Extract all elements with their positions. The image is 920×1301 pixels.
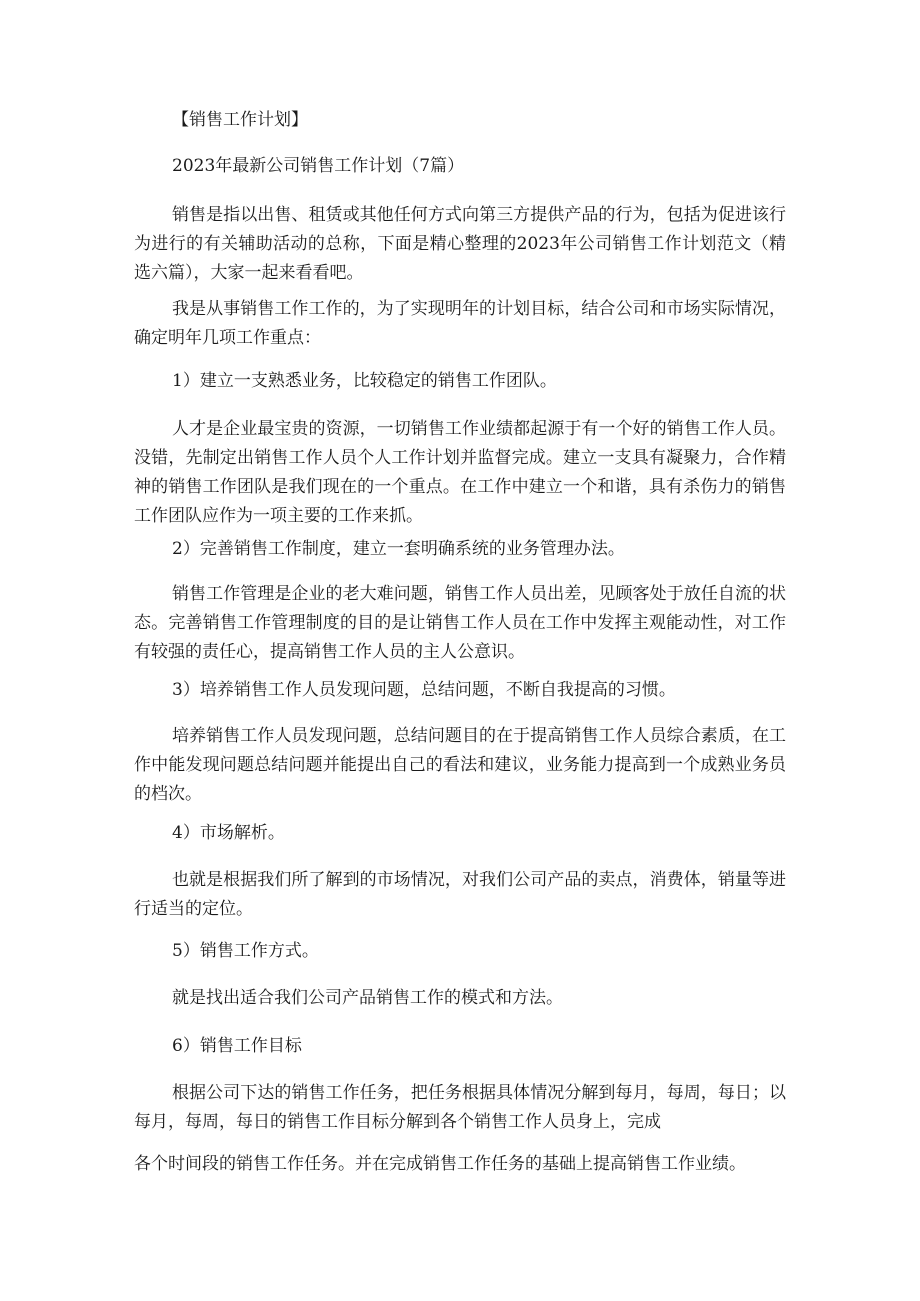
intro-paragraph: 销售是指以出售、租赁或其他任何方式向第三方提供产品的行为，包括为促进该行为进行的有关辅助活动的总称，下面是精心整理的2023年公司销售工作计划范文（精选六篇），大家一起来看看吧。 <box>134 205 786 283</box>
document-heading: 【销售工作计划】 <box>172 110 308 130</box>
item-3-title: 3）培养销售工作人员发现问题，总结问题，不断自我提高的习惯。 <box>172 680 676 700</box>
opening-paragraph: 我是从事销售工作工作的，为了实现明年的计划目标，结合公司和市场实际情况，确定明年几项工作重点： <box>134 299 786 348</box>
closing-paragraph: 各个时间段的销售工作任务。并在完成销售工作任务的基础上提高销售工作业绩。 <box>134 1154 746 1174</box>
item-6-title: 6）销售工作目标 <box>172 1036 302 1056</box>
item-1-body: 人才是企业最宝贵的资源，一切销售工作业绩都起源于有一个好的销售工作人员。没错，先制定出销售工作人员个人工作计划并监督完成。建立一支具有凝聚力，合作精神的销售工作团队是我们现在的一个重点。在工作中建立一个和谐，具有杀伤力的销售工作团队应作为一项主要的工作来抓。 <box>134 419 786 526</box>
item-1-title: 1）建立一支熟悉业务，比较稳定的销售工作团队。 <box>172 371 557 391</box>
item-4-body: 也就是根据我们所了解到的市场情况，对我们公司产品的卖点，消费体，销量等进行适当的定位。 <box>134 870 786 919</box>
item-2-body: 销售工作管理是企业的老大难问题，销售工作人员出差，见顾客处于放任自流的状态。完善销售工作管理制度的目的是让销售工作人员在工作中发挥主观能动性，对工作有较强的责任心，提高销售工作人员的主人公意识。 <box>134 584 786 662</box>
item-6-body: 根据公司下达的销售工作任务，把任务根据具体情况分解到每月，每周，每日；以每月，每周，每日的销售工作目标分解到各个销售工作人员身上，完成 <box>134 1083 786 1132</box>
item-3-body: 培养销售工作人员发现问题，总结问题目的在于提高销售工作人员综合素质，在工作中能发现问题总结问题并能提出自己的看法和建议，业务能力提高到一个成熟业务员的档次。 <box>134 726 786 804</box>
item-5-body: 就是找出适合我们公司产品销售工作的模式和方法。 <box>172 988 563 1008</box>
item-4-title: 4）市场解析。 <box>172 823 285 843</box>
item-2-title: 2）完善销售工作制度，建立一套明确系统的业务管理办法。 <box>172 539 625 559</box>
item-5-title: 5）销售工作方式。 <box>172 941 319 961</box>
document-subtitle: 2023年最新公司销售工作计划（7篇） <box>172 156 465 176</box>
